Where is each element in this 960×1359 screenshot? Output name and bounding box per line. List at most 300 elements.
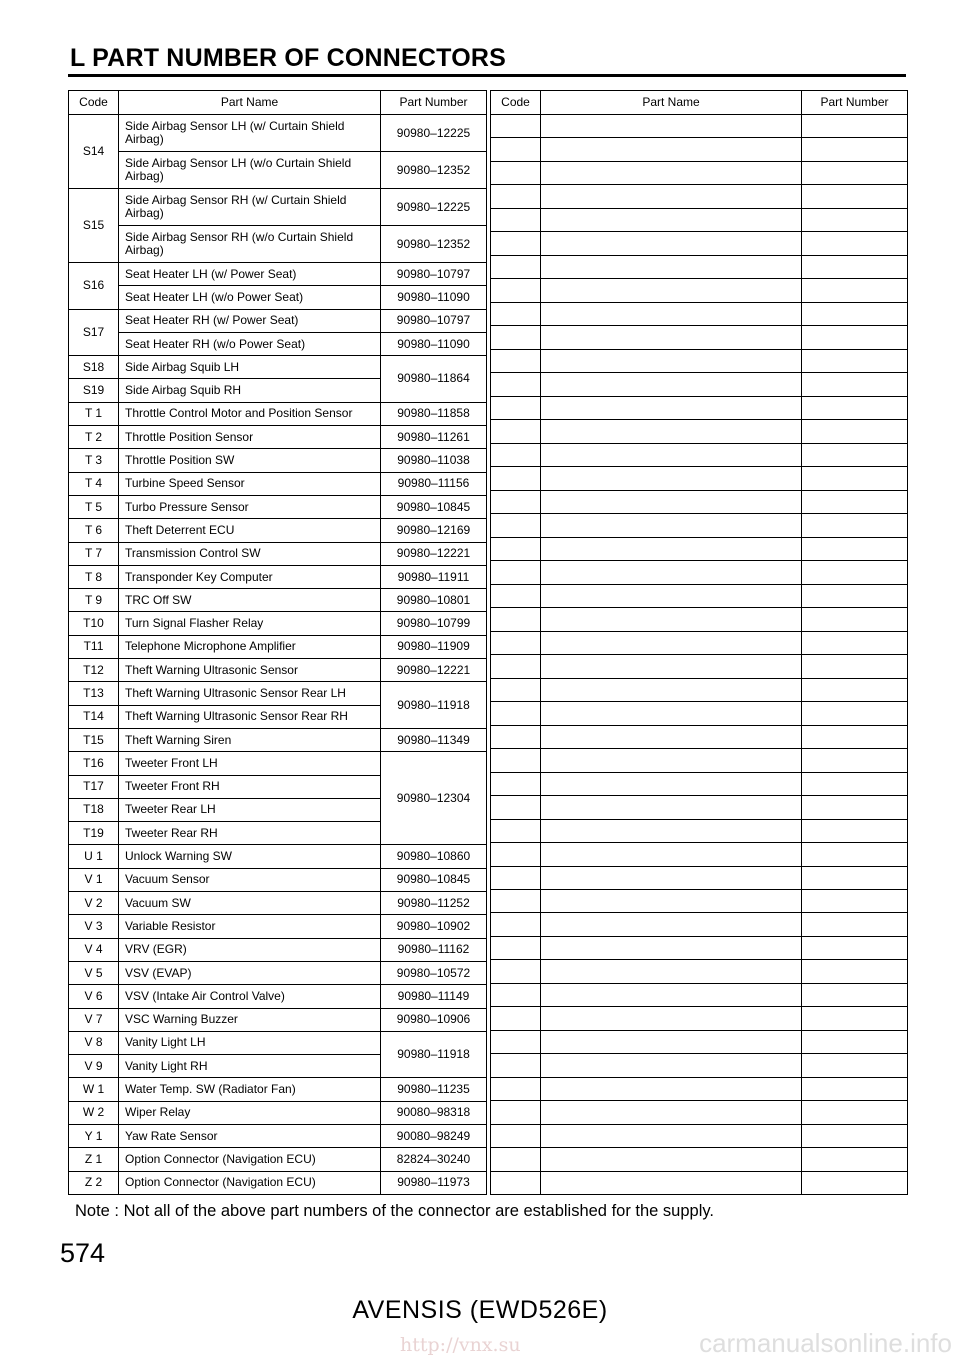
part-number: 90980–10799 (381, 612, 487, 635)
connector-code: V 8 (69, 1031, 119, 1054)
empty-cell (541, 608, 802, 631)
empty-table-row (491, 702, 908, 725)
table-row (69, 892, 487, 915)
empty-cell (802, 913, 908, 936)
empty-table-row (491, 608, 908, 631)
empty-table-row (491, 936, 908, 959)
connector-code: Y 1 (69, 1124, 119, 1147)
part-number: 90980–12221 (381, 542, 487, 565)
empty-cell (802, 889, 908, 912)
empty-cell (491, 302, 541, 325)
empty-table-row (491, 138, 908, 161)
table-row (69, 589, 487, 612)
empty-cell (802, 1101, 908, 1124)
part-number: 90980–10797 (381, 309, 487, 332)
connector-code: T14 (69, 705, 119, 728)
empty-cell (541, 702, 802, 725)
table-row (69, 938, 487, 961)
table-row (69, 961, 487, 984)
empty-cell (802, 208, 908, 231)
part-name: Throttle Position Sensor (119, 426, 381, 449)
part-name: Seat Heater LH (w/o Power Seat) (119, 286, 381, 309)
empty-cell (491, 349, 541, 372)
table-row (69, 985, 487, 1008)
empty-cell (802, 1124, 908, 1147)
part-number: 90980–11090 (381, 332, 487, 355)
title-underline (68, 74, 906, 77)
empty-table-row (491, 161, 908, 184)
empty-table-row (491, 373, 908, 396)
header-code: Code (69, 91, 119, 115)
connector-code: Z 2 (69, 1171, 119, 1194)
connector-code: V 2 (69, 892, 119, 915)
page-number: 574 (60, 1238, 106, 1268)
empty-table-row (491, 584, 908, 607)
connector-code: T 8 (69, 565, 119, 588)
empty-cell (541, 279, 802, 302)
empty-table-row (491, 443, 908, 466)
connector-code: Z 1 (69, 1148, 119, 1171)
empty-cell (541, 537, 802, 560)
part-number: 90980–11349 (381, 728, 487, 751)
empty-table-row (491, 983, 908, 1006)
empty-cell (802, 185, 908, 208)
part-name: Side Airbag Sensor LH (w/o Curtain Shield Airbag) (119, 152, 381, 189)
connector-code: V 6 (69, 985, 119, 1008)
part-number: 90980–12225 (381, 189, 487, 226)
empty-cell (541, 1124, 802, 1147)
empty-cell (491, 232, 541, 255)
header-code: Code (491, 91, 541, 115)
empty-cell (802, 443, 908, 466)
connector-code: V 3 (69, 915, 119, 938)
table-row (69, 115, 487, 152)
empty-cell (541, 772, 802, 795)
empty-cell (491, 255, 541, 278)
table-row (69, 309, 487, 332)
empty-table-row (491, 396, 908, 419)
empty-table-row (491, 913, 908, 936)
empty-cell (491, 1077, 541, 1100)
part-number: 90980–12221 (381, 659, 487, 682)
empty-cell (541, 326, 802, 349)
part-name: Transmission Control SW (119, 542, 381, 565)
empty-cell (802, 631, 908, 654)
empty-cell (802, 1030, 908, 1053)
empty-cell (491, 1007, 541, 1030)
empty-table-row (491, 537, 908, 560)
empty-table-row (491, 115, 908, 138)
empty-cell (491, 1030, 541, 1053)
part-name: Tweeter Rear RH (119, 822, 381, 845)
header-part-number: Part Number (381, 91, 487, 115)
empty-table-row (491, 349, 908, 372)
empty-cell (802, 138, 908, 161)
empty-cell (802, 561, 908, 584)
empty-cell (541, 960, 802, 983)
empty-cell (491, 467, 541, 490)
part-number: 90080–98318 (381, 1101, 487, 1124)
part-name: Theft Warning Ultrasonic Sensor (119, 659, 381, 682)
empty-cell (541, 161, 802, 184)
part-name: VSV (EVAP) (119, 961, 381, 984)
empty-cell (491, 1054, 541, 1077)
part-name: Vacuum SW (119, 892, 381, 915)
empty-table-row (491, 725, 908, 748)
connector-table-left (68, 90, 487, 1195)
empty-cell (541, 749, 802, 772)
table-row (69, 659, 487, 682)
page-title: L PART NUMBER OF CONNECTORS (70, 44, 506, 72)
part-name: Throttle Control Motor and Position Sensor (119, 402, 381, 425)
part-number: 90980–11261 (381, 426, 487, 449)
empty-cell (491, 396, 541, 419)
part-number: 82824–30240 (381, 1148, 487, 1171)
empty-cell (541, 1171, 802, 1194)
empty-cell (802, 1007, 908, 1030)
empty-cell (541, 655, 802, 678)
empty-cell (802, 936, 908, 959)
empty-cell (491, 490, 541, 513)
connector-code: T10 (69, 612, 119, 635)
empty-cell (491, 772, 541, 795)
empty-cell (541, 1030, 802, 1053)
part-number: 90980–10845 (381, 868, 487, 891)
table-row (69, 1124, 487, 1147)
connector-code: V 4 (69, 938, 119, 961)
connector-code: T12 (69, 659, 119, 682)
part-name: Turbine Speed Sensor (119, 472, 381, 495)
empty-cell (491, 889, 541, 912)
empty-cell (802, 232, 908, 255)
empty-cell (541, 866, 802, 889)
empty-cell (541, 678, 802, 701)
part-number: 90980–12304 (381, 752, 487, 845)
part-name: Seat Heater RH (w/ Power Seat) (119, 309, 381, 332)
empty-cell (802, 749, 908, 772)
empty-table-row (491, 1124, 908, 1147)
part-name: Telephone Microphone Amplifier (119, 635, 381, 658)
empty-cell (491, 1101, 541, 1124)
empty-cell (491, 1124, 541, 1147)
empty-cell (802, 115, 908, 138)
table-row (69, 1031, 487, 1054)
empty-table-row (491, 326, 908, 349)
empty-cell (491, 1148, 541, 1171)
table-row (69, 565, 487, 588)
empty-table-row (491, 1030, 908, 1053)
empty-cell (491, 631, 541, 654)
empty-cell (541, 514, 802, 537)
empty-cell (802, 655, 908, 678)
empty-cell (491, 420, 541, 443)
empty-cell (541, 843, 802, 866)
part-name: Side Airbag Sensor RH (w/o Curtain Shield Airbag) (119, 226, 381, 263)
table-row (69, 402, 487, 425)
part-number: 90980–12169 (381, 519, 487, 542)
part-number: 90980–11858 (381, 402, 487, 425)
empty-cell (491, 326, 541, 349)
empty-table-row (491, 232, 908, 255)
connector-code: T 4 (69, 472, 119, 495)
empty-cell (802, 373, 908, 396)
table-row (69, 426, 487, 449)
table-row (69, 1148, 487, 1171)
part-name: TRC Off SW (119, 589, 381, 612)
empty-cell (491, 537, 541, 560)
table-row (69, 915, 487, 938)
table-row (69, 472, 487, 495)
table-row (69, 682, 487, 705)
part-number: 90980–11909 (381, 635, 487, 658)
connector-code: W 2 (69, 1101, 119, 1124)
empty-cell (491, 514, 541, 537)
connector-code: T 1 (69, 402, 119, 425)
part-name: Theft Warning Ultrasonic Sensor Rear LH (119, 682, 381, 705)
table-row (69, 226, 487, 263)
empty-cell (541, 396, 802, 419)
empty-cell (491, 936, 541, 959)
empty-table-row (491, 843, 908, 866)
table-row (69, 356, 487, 379)
empty-cell (802, 420, 908, 443)
connector-code: T16 (69, 752, 119, 775)
part-number: 90980–11918 (381, 682, 487, 729)
part-name: Unlock Warning SW (119, 845, 381, 868)
empty-table-row (491, 819, 908, 842)
empty-cell (541, 1077, 802, 1100)
connector-code: T15 (69, 728, 119, 751)
empty-table-row (491, 185, 908, 208)
empty-cell (491, 725, 541, 748)
connector-code: S19 (69, 379, 119, 402)
connector-code: T 2 (69, 426, 119, 449)
empty-cell (541, 349, 802, 372)
part-number: 90980–11038 (381, 449, 487, 472)
watermark-url: http://vnx.su (400, 1334, 521, 1356)
table-row (69, 868, 487, 891)
part-name: Side Airbag Squib RH (119, 379, 381, 402)
table-row (69, 332, 487, 355)
empty-cell (802, 255, 908, 278)
table-row (69, 495, 487, 518)
connector-code: W 1 (69, 1078, 119, 1101)
empty-cell (802, 302, 908, 325)
empty-cell (541, 725, 802, 748)
part-number: 90980–11973 (381, 1171, 487, 1194)
empty-table-row (491, 1007, 908, 1030)
part-number: 90980–11235 (381, 1078, 487, 1101)
part-number: 90980–11149 (381, 985, 487, 1008)
document-footer: AVENSIS (EWD526E) (352, 1296, 608, 1324)
empty-table-row (491, 1171, 908, 1194)
part-name: Theft Deterrent ECU (119, 519, 381, 542)
part-name: Variable Resistor (119, 915, 381, 938)
part-name: Vacuum Sensor (119, 868, 381, 891)
connector-code: T 7 (69, 542, 119, 565)
empty-table-row (491, 1101, 908, 1124)
empty-cell (491, 373, 541, 396)
empty-cell (491, 443, 541, 466)
empty-cell (802, 349, 908, 372)
part-number: 90080–98249 (381, 1124, 487, 1147)
empty-cell (802, 490, 908, 513)
part-name: Side Airbag Squib LH (119, 356, 381, 379)
empty-table-row (491, 490, 908, 513)
part-name: Tweeter Rear LH (119, 798, 381, 821)
empty-cell (802, 537, 908, 560)
part-number: 90980–10797 (381, 263, 487, 286)
part-name: VRV (EGR) (119, 938, 381, 961)
connector-table-right (490, 90, 908, 1195)
part-number: 90980–10801 (381, 589, 487, 612)
empty-cell (802, 983, 908, 1006)
table-row (69, 542, 487, 565)
empty-cell (802, 843, 908, 866)
table-row (69, 152, 487, 189)
part-name: Water Temp. SW (Radiator Fan) (119, 1078, 381, 1101)
part-name: Turbo Pressure Sensor (119, 495, 381, 518)
part-name: Throttle Position SW (119, 449, 381, 472)
empty-cell (541, 936, 802, 959)
empty-cell (491, 796, 541, 819)
part-name: Vanity Light RH (119, 1055, 381, 1078)
part-name: Option Connector (Navigation ECU) (119, 1171, 381, 1194)
part-number: 90980–12225 (381, 115, 487, 152)
empty-cell (541, 1007, 802, 1030)
empty-cell (491, 913, 541, 936)
empty-cell (802, 1148, 908, 1171)
empty-table-row (491, 631, 908, 654)
table-header-row (69, 91, 487, 115)
empty-table-row (491, 467, 908, 490)
empty-cell (491, 279, 541, 302)
part-number: 90980–11090 (381, 286, 487, 309)
empty-cell (491, 843, 541, 866)
empty-table-row (491, 302, 908, 325)
table-row (69, 263, 487, 286)
header-part-name: Part Name (541, 91, 802, 115)
empty-cell (541, 420, 802, 443)
connector-code: S16 (69, 263, 119, 310)
header-part-number: Part Number (802, 91, 908, 115)
part-name: Theft Warning Ultrasonic Sensor Rear RH (119, 705, 381, 728)
table-row (69, 1008, 487, 1031)
watermark-site: carmanualsonline.info (699, 1328, 952, 1358)
table-row (69, 635, 487, 658)
empty-cell (491, 1171, 541, 1194)
empty-cell (491, 983, 541, 1006)
empty-cell (802, 326, 908, 349)
connector-code: T11 (69, 635, 119, 658)
empty-table-row (491, 1148, 908, 1171)
empty-cell (802, 678, 908, 701)
table-row (69, 845, 487, 868)
empty-cell (541, 561, 802, 584)
empty-table-row (491, 960, 908, 983)
empty-cell (541, 467, 802, 490)
connector-code: T17 (69, 775, 119, 798)
empty-cell (491, 749, 541, 772)
table-header-row (491, 91, 908, 115)
table-row (69, 449, 487, 472)
empty-cell (491, 678, 541, 701)
connector-code: T 5 (69, 495, 119, 518)
empty-table-row (491, 279, 908, 302)
part-number: 90980–11864 (381, 356, 487, 403)
empty-cell (491, 185, 541, 208)
connector-code: V 1 (69, 868, 119, 891)
empty-table-row (491, 749, 908, 772)
part-number: 90980–12352 (381, 152, 487, 189)
part-name: Turn Signal Flasher Relay (119, 612, 381, 635)
part-number: 90980–10860 (381, 845, 487, 868)
table-row (69, 1101, 487, 1124)
connector-code: T18 (69, 798, 119, 821)
empty-cell (802, 396, 908, 419)
table-row (69, 519, 487, 542)
part-name: VSC Warning Buzzer (119, 1008, 381, 1031)
table-row (69, 728, 487, 751)
part-number: 90980–10902 (381, 915, 487, 938)
empty-cell (541, 443, 802, 466)
empty-cell (541, 889, 802, 912)
empty-cell (491, 702, 541, 725)
empty-cell (541, 185, 802, 208)
empty-table-row (491, 889, 908, 912)
connector-code: V 5 (69, 961, 119, 984)
empty-cell (541, 631, 802, 654)
part-number: 90980–12352 (381, 226, 487, 263)
empty-cell (541, 232, 802, 255)
table-row (69, 1078, 487, 1101)
empty-cell (541, 302, 802, 325)
part-number: 90980–10845 (381, 495, 487, 518)
table-row (69, 286, 487, 309)
empty-table-row (491, 678, 908, 701)
empty-table-row (491, 1077, 908, 1100)
part-name: Side Airbag Sensor LH (w/ Curtain Shield Airbag) (119, 115, 381, 152)
part-name: Seat Heater RH (w/o Power Seat) (119, 332, 381, 355)
empty-cell (541, 208, 802, 231)
empty-table-row (491, 208, 908, 231)
part-name: Side Airbag Sensor RH (w/ Curtain Shield Airbag) (119, 189, 381, 226)
part-number: 90980–11252 (381, 892, 487, 915)
part-name: Option Connector (Navigation ECU) (119, 1148, 381, 1171)
part-name: Tweeter Front RH (119, 775, 381, 798)
part-number: 90980–10572 (381, 961, 487, 984)
empty-cell (802, 1077, 908, 1100)
header-part-name: Part Name (119, 91, 381, 115)
table-row (69, 612, 487, 635)
connector-code: V 9 (69, 1055, 119, 1078)
connector-code: S17 (69, 309, 119, 356)
empty-cell (541, 115, 802, 138)
part-name: Seat Heater LH (w/ Power Seat) (119, 263, 381, 286)
empty-cell (802, 819, 908, 842)
part-name: VSV (Intake Air Control Valve) (119, 985, 381, 1008)
empty-cell (541, 913, 802, 936)
empty-cell (491, 561, 541, 584)
empty-cell (491, 819, 541, 842)
empty-cell (491, 960, 541, 983)
part-number: 90980–11911 (381, 565, 487, 588)
part-number: 90980–11156 (381, 472, 487, 495)
empty-cell (802, 514, 908, 537)
connector-code: T 3 (69, 449, 119, 472)
connector-code: S14 (69, 115, 119, 189)
empty-cell (491, 138, 541, 161)
